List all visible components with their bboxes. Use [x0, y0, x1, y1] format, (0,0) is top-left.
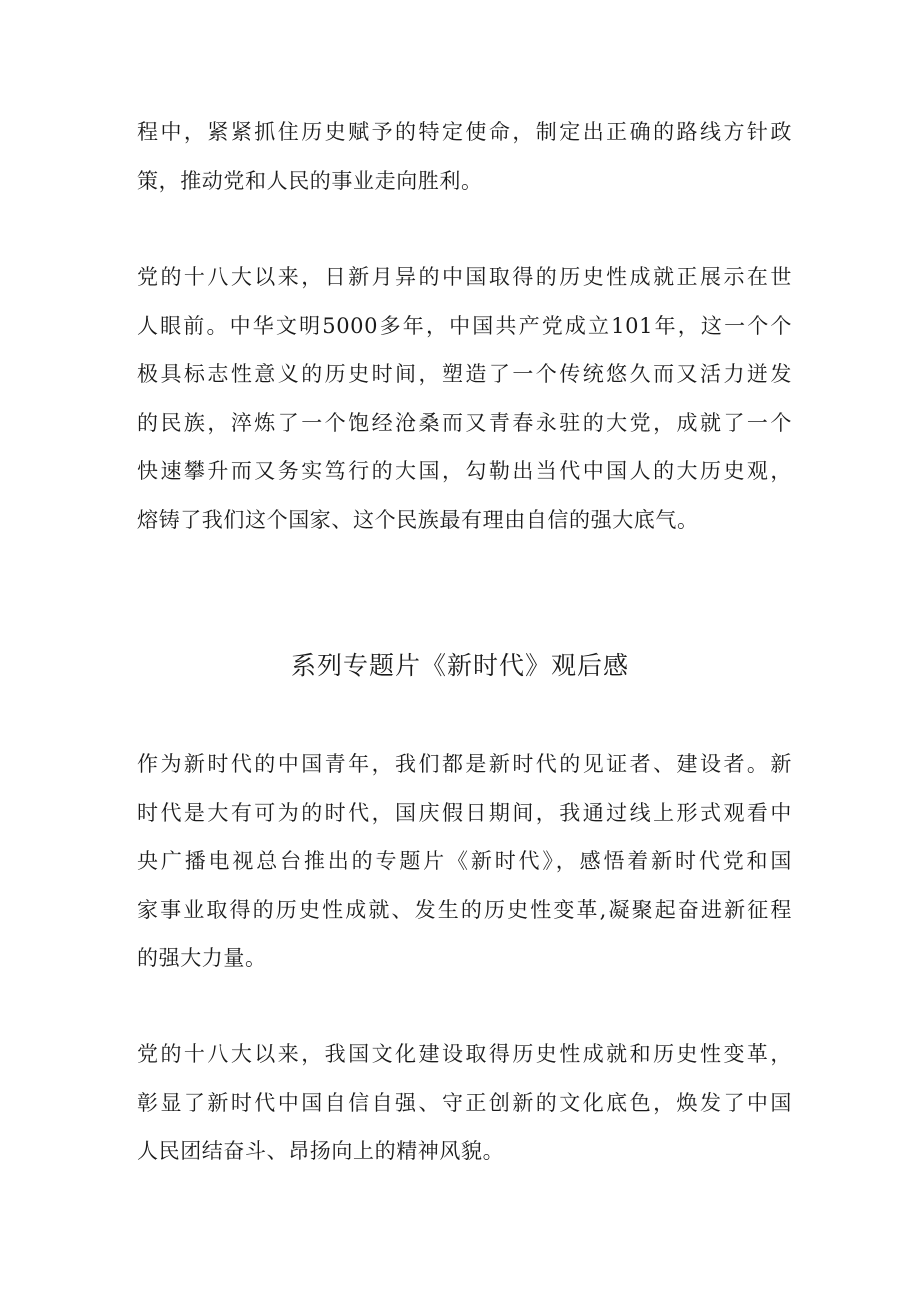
paragraph-2: [137, 253, 792, 544]
paragraph-line: 程中，紧紧抓住历史赋予的特定使命，制定出正确的路线方针政: [137, 120, 792, 144]
paragraph-line: 党的十八大以来，日新月异的中国取得的历史性成就正展示在世: [137, 265, 792, 289]
paragraph-line: 的强大力量。: [137, 946, 267, 970]
paragraph-4: [137, 1030, 792, 1176]
paragraph-line: 策，推动党和人民的事业走向胜利。: [137, 168, 483, 193]
paragraph-line: 的民族，淬炼了一个饱经沧桑而又青春永驻的大党，成就了一个: [137, 410, 792, 435]
paragraph-1: [137, 108, 792, 205]
paragraph-line: 极具标志性意义的历史时间，塑造了一个传统悠久而又活力迸发: [137, 362, 792, 386]
paragraph-line: 作为新时代的中国青年，我们都是新时代的见证者、建设者。新: [137, 752, 792, 776]
paragraph-line: 家事业取得的历史性成就、发生的历史性变革,凝聚起奋进新征程: [137, 897, 792, 922]
paragraph-line: 党的十八大以来，我国文化建设取得历史性成就和历史性变革，: [137, 1042, 792, 1066]
paragraph-3: [137, 740, 792, 983]
paragraph-line: 熔铸了我们这个国家、这个民族最有理由自信的强大底气。: [137, 507, 699, 532]
paragraph-line: 人民团结奋斗、昂扬向上的精神风貌。: [137, 1139, 505, 1163]
page-title: 系列专题片《新时代》观后感: [290, 651, 629, 680]
paragraph-line: 人眼前。中华文明5000多年，中国共产党成立101年，这一个个: [137, 313, 792, 338]
paragraph-line: 央广播电视总台推出的专题片《新时代》，感悟着新时代党和国: [137, 849, 792, 873]
paragraph-line: 快速攀升而又务实笃行的大国，勾勒出当代中国人的大历史观，: [137, 459, 792, 483]
paragraph-line: 时代是大有可为的时代，国庆假日期间，我通过线上形式观看中: [137, 800, 792, 825]
paragraph-line: 彰显了新时代中国自信自强、守正创新的文化底色，焕发了中国: [137, 1090, 792, 1115]
